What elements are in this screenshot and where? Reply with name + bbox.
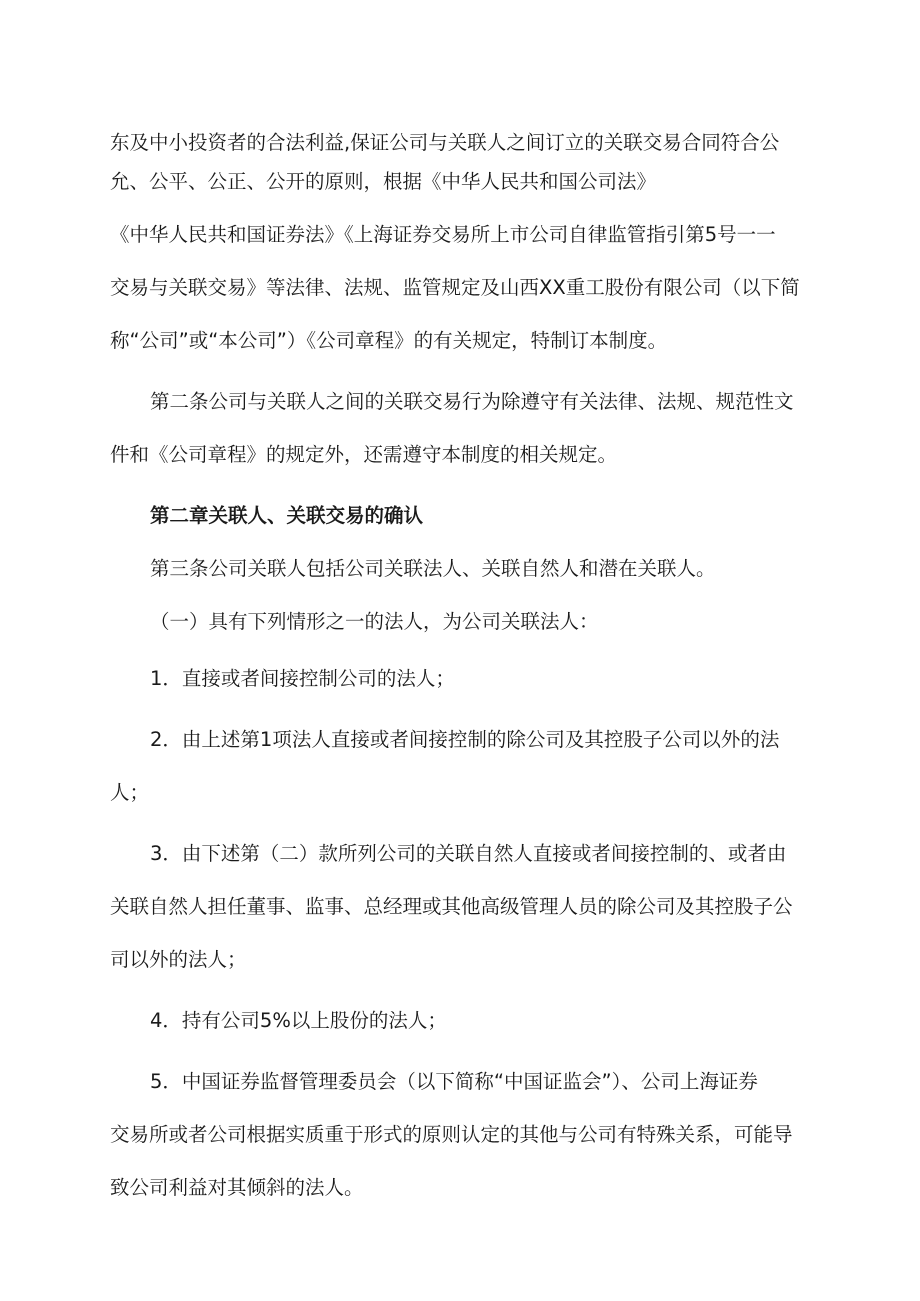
article-2-line: 第二条公司与关联人之间的关联交易行为除遵守有关法律、法规、规范性文 [150, 390, 794, 413]
item-3-paragraph [110, 834, 810, 979]
item-5-line: 交易所或者公司根据实质重于形式的原则认定的其他与公司有特殊关系，可能导 [110, 1123, 793, 1146]
item-5-line: 5．中国证券监督管理委员会（以下简称“中国证监会”）、公司上海证券 [150, 1070, 758, 1093]
item-3-line: 3．由下述第（二）款所列公司的关联自然人直接或者间接控制的、或者由 [150, 842, 787, 865]
intro-line: 称“公司”或“本公司”）《公司章程》的有关规定，特制订本制度。 [110, 329, 668, 352]
intro-line: 《中华人民共和国证券法》《上海证券交易所上市公司自律监管指引第5号一一 [110, 223, 776, 246]
clause-1-paragraph: （一）具有下列情形之一的法人，为公司关联法人： [150, 610, 599, 633]
intro-line: 东及中小投资者的合法利益,保证公司与关联人之间订立的关联交易合同符合公 [110, 131, 780, 154]
article-2-paragraph [110, 382, 810, 474]
item-2-line: 人； [110, 781, 150, 804]
item-5-paragraph [110, 1062, 810, 1207]
document-body [110, 123, 810, 1207]
chapter-2-heading: 第二章关联人、关联交易的确认 [150, 504, 424, 527]
article-3-paragraph: 第三条公司关联人包括公司关联法人、关联自然人和潜在关联人。 [150, 557, 716, 580]
item-4-paragraph: 4．持有公司5%以上股份的法人； [150, 1009, 447, 1032]
item-3-line: 司以外的法人； [110, 948, 247, 971]
intro-paragraph [110, 123, 810, 360]
intro-line: 允、公平、公正、公开的原则，根据《中华人民共和国公司法》 [110, 170, 657, 193]
item-3-line: 关联自然人担任董事、监事、总经理或其他高级管理人员的除公司及其控股子公 [110, 895, 793, 918]
item-2-paragraph [110, 720, 810, 812]
item-1-paragraph: 1．直接或者间接控制公司的法人； [150, 667, 455, 690]
item-2-line: 2．由上述第1项法人直接或者间接控制的除公司及其控股子公司以外的法 [150, 728, 780, 751]
article-2-line: 件和《公司章程》的规定外，还需遵守本制度的相关规定。 [110, 443, 618, 466]
item-5-line: 致公司利益对其倾斜的法人。 [110, 1176, 364, 1199]
intro-line: 交易与关联交易》等法律、法规、监管规定及山西XX重工股份有限公司（以下简 [110, 276, 800, 299]
